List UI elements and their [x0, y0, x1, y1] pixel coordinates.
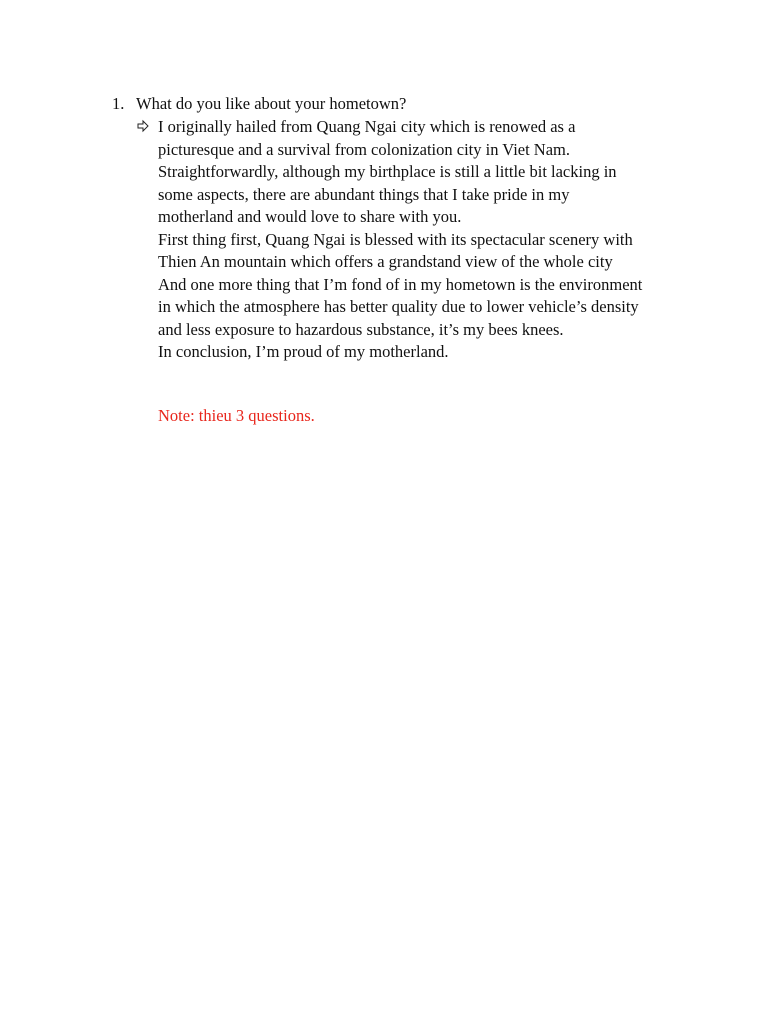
question-item — [112, 93, 712, 116]
answer-line: and less exposure to hazardous substance, it’s my bees knees. — [158, 319, 564, 339]
answer-text — [158, 116, 698, 364]
answer-line: First thing first, Quang Ngai is blessed with its spectacular scenery with — [158, 229, 633, 249]
answer-line: In conclusion, I’m proud of my motherland. — [158, 342, 449, 361]
answer-line: And one more thing that I’m fond of in my hometown is the environment — [158, 274, 643, 294]
answer-line: in which the atmosphere has better quality due to lower vehicle’s density — [158, 297, 639, 316]
answer-line: motherland and would love to share with you. — [158, 207, 462, 226]
answer-line: picturesque and a survival from colonization city in Viet Nam. — [158, 139, 571, 159]
question-number: 1. — [112, 94, 125, 113]
teacher-note: Note: thieu 3 questions. — [158, 406, 315, 425]
answer-line: some aspects, there are abundant things that I take pride in my — [158, 184, 570, 204]
answer-line: Thien An mountain which offers a grandstand view of the whole city — [158, 252, 613, 271]
answer-line: I originally hailed from Quang Ngai city which is renowed as a — [158, 117, 576, 136]
hollow-arrow-right-icon — [136, 118, 150, 132]
answer-line: Straightforwardly, although my birthplace is still a little bit lacking in — [158, 162, 617, 181]
question-text: What do you like about your hometown? — [136, 94, 407, 113]
